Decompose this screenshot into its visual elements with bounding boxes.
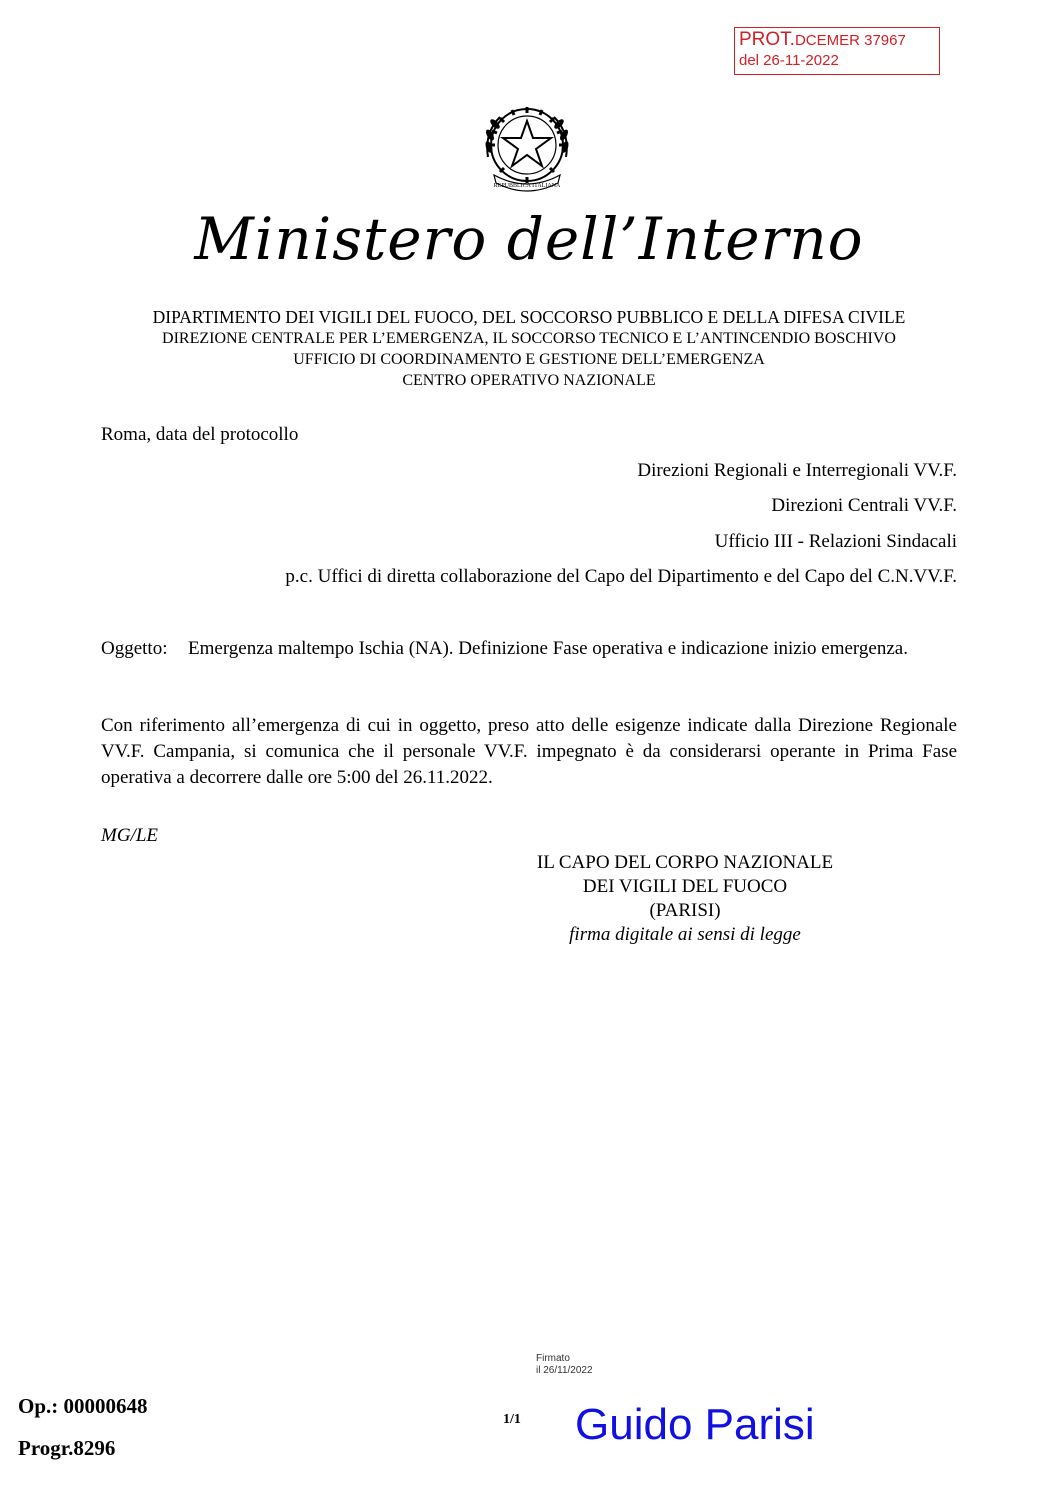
signature-note: firma digitale ai sensi di legge [569, 924, 801, 945]
protocol-date: del 26-11-2022 [739, 52, 839, 69]
page-number: 1/1 [503, 1412, 521, 1427]
digital-signature-name: Guido Parisi [575, 1400, 815, 1449]
signature-block [500, 851, 870, 947]
italian-republic-emblem-icon [474, 97, 580, 197]
protocol-stamp [734, 27, 940, 75]
center-name: CENTRO OPERATIVO NAZIONALE [402, 372, 656, 389]
direction-name: DIREZIONE CENTRALE PER L’EMERGENZA, IL SOCCORSO TECNICO E L’ANTINCENDIO BOSCHIVO [162, 330, 896, 347]
ministry-title: Ministero dell’Interno [194, 205, 864, 273]
op-number: Op.: 00000648 [18, 1394, 148, 1418]
initials: MG/LE [101, 825, 158, 846]
recipient-item: Direzioni Regionali e Interregionali VV.F. [637, 460, 957, 481]
recipient-item: Direzioni Centrali VV.F. [771, 495, 957, 516]
progr-number: Progr.8296 [18, 1436, 116, 1460]
protocol-number: PROT.DCEMER 37967 [739, 29, 906, 50]
place-date: Roma, data del protocollo [101, 424, 299, 445]
department-name: DIPARTIMENTO DEI VIGILI DEL FUOCO, DEL SOCCORSO PUBBLICO E DELLA DIFESA CIVILE [152, 307, 906, 327]
signature-line: (PARISI) [649, 900, 721, 921]
recipient-item: Ufficio III - Relazioni Sindacali [714, 531, 957, 552]
emblem-ribbon-text: REPUBBLICA ITALIANA [493, 183, 561, 189]
subject-text: Emergenza maltempo Ischia (NA). Definizione Fase operativa e indicazione inizio emergenza. [188, 638, 908, 659]
subject-label: Oggetto: [101, 638, 168, 659]
signature-line: DEI VIGILI DEL FUOCO [582, 876, 788, 897]
signed-date: il 26/11/2022 [536, 1365, 593, 1376]
signature-line: IL CAPO DEL CORPO NAZIONALE [536, 852, 834, 873]
office-name: UFFICIO DI COORDINAMENTO E GESTIONE DELL’EMERGENZA [293, 351, 765, 368]
recipient-item: p.c. Uffici di diretta collaborazione del Capo del Dipartimento e del Capo del C.N.VV.F. [285, 566, 957, 587]
body-paragraph: Con riferimento all’emergenza di cui in oggetto, preso atto delle esigenze indicate dalla Direzione Regionale VV.F. Campania, si comunica che il personale VV.F. impegnato è da considerarsi operante in Prima Fase operativa a decorrere dalle ore 5:00 del 26.11.2022. [101, 715, 957, 788]
digital-signature-info [536, 1353, 593, 1377]
signed-label: Firmato [536, 1353, 570, 1364]
